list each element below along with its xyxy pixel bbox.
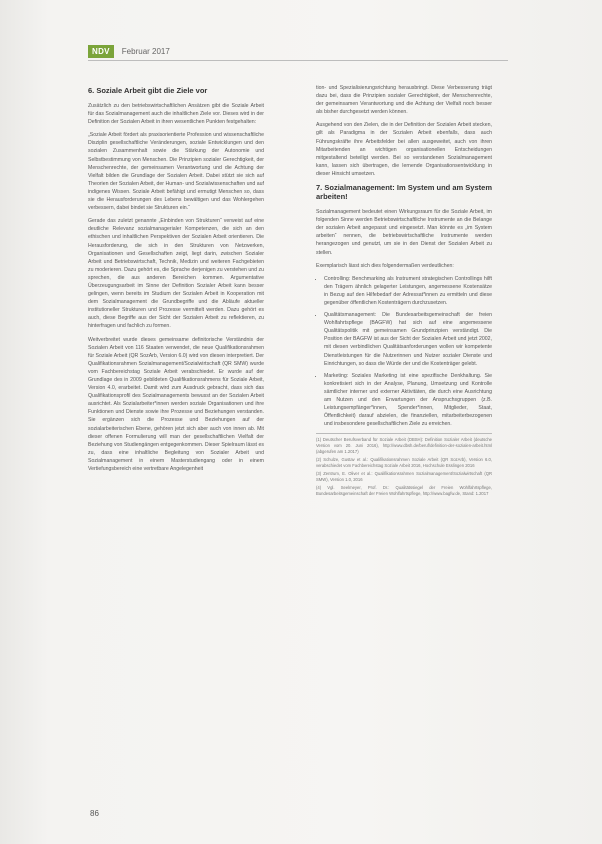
paragraph-examples-intro: Exemplarisch lässt sich dies folgendermaßen verdeutlichen: <box>316 262 454 269</box>
right-column <box>316 84 492 499</box>
section-heading-6: 6. Soziale Arbeit gibt die Ziele vor <box>88 86 208 95</box>
list-item-marketing: • Marketing: Soziales Marketing ist eine spezifische Denkhaltung. Sie konkretisiert sich in der Analyse, Planung, Umsetzung und Kontrolle sämtlicher interner und externer Aktivitäten, die durch eine Ausrichtung am Nutzen und den Erwartungen der Anspruchsgruppen (z.B. Leistungsempfänger*innen, Spender*innen, Mitglieder, Staat, Öffentlichkeit) darauf abzielen, die finanziellen, mitarbeiterbezogenen und insbesondere gesellschaftlichen Ziele zu erreichen. <box>324 372 492 429</box>
left-column <box>88 86 264 478</box>
paragraph-qualification-framework: Weitverbreitet wurde dieses gemeinsame definitorische Verständnis der Sozialen Arbeit von 116 Staaten verwendet, die neue Qualifikationsrahmen für Soziale Arbeit (QR SozArb, Version 6.0) wird von diesen interpretiert. Der Qualifikationsrahmen Sozialmanagement/Sozialwirtschaft (QR SMW) wurde vom Fachbereichstag Soziale Arbeit verabschiedet. Er wurde auf der Grundlage des in 2009 gebildeten Qualifikationsrahmens für Soziale Arbeit, Version 4.0, erarbeitet. Damit wird zum Ausdruck gebracht, dass sich das Qualifikationsprofil des Sozialmanagements bewusst an der Sozialen Arbeit ausrichtet. Als Sozialarbeiter*innen werden soziale Organisationen und ihre Funktionen und Dienste sowie ihre Prozesse und Beziehungen verstanden. Sie ergänzen sich die Prozesse und Beziehungen auf der sozialarbeiterischen Ebene, gehören jetzt sich aber auch von innen ab. Mit dieser offenen Formulierung will man der gesellschaftlichen Vielfalt der Beziehung von Studiengängen entgegenkommen. Dieser Spielraum lässt es zu, dass eine inhaltliche Begleitung von Sozialer Arbeit und Sozialmanagement in einem Masterstudiengang oder in einem Vertiefungsbereich eine vertretbare Angelegenheit <box>88 336 264 473</box>
footnotes <box>316 433 492 497</box>
list-item-controlling: • Controlling: Benchmarking als Instrument strategischen Controllings hilft den Trägern ähnlich gelagerter Leistungen, angemessene Kostensätze in Bezug auf den Hilfebedarf der Adressat*innen zu ermitteln und diese gegenüber öffentlichen Kostenträgern durchzusetzen. <box>324 275 492 307</box>
footnote: (4) Vgl. Seelmeyer, Prof. Dr.: Qualitätssiegel der Freien Wohlfahrtspflege, Bundesarbeitsgemeinschaft der Freien Wohlfahrtspflege, http://www.bagfw.de, Stand: 1.2017 <box>316 485 492 497</box>
paragraph-system: Sozialmanagement bedeutet einen Wirkungsraum für die Soziale Arbeit, im folgenden Sinne werden Betriebswirtschaftliche Instrumente an die Belange der sozialen Arbeit angepasst und eingesetzt. Man könnte es „im System arbeiten“ nennen, die betriebswirtschaftliche Instrumente werden herangezogen und genutzt, um sie in den Dienst der Sozialen Arbeit zu stellen. <box>316 209 492 256</box>
paragraph-definition-quote: „Soziale Arbeit fördert als praxisorientierte Profession und wissenschaftliche Disziplin gesellschaftliche Veränderungen, soziale Entwicklungen und den sozialen Zusammenhalt sowie die Stärkung der Autonomie und Selbstbestimmung von Menschen. Die Prinzipien sozialer Gerechtigkeit, der Menschenrechte, der gemeinsamen Verantwortung und die Achtung der Vielfalt bilden die Grundlage der Sozialen Arbeit. Dabei stützt sie sich auf Theorien der Sozialen Arbeit, der Human- und Sozialwissenschaften und auf indigenes Wissen. Soziale Arbeit befähigt und ermutigt Menschen so, dass sie die Herausforderungen des Lebens bewältigen und das Wohlergehen verbessern, dabei bindet sie Strukturen ein.“ <box>88 132 264 212</box>
header-divider <box>88 60 508 61</box>
page-header <box>88 44 508 58</box>
footnote: (1) Deutscher Berufsverband für Soziale Arbeit (DBSH): Definition Sozialer Arbeit (deutsche Version vom 20. Juni 2016), http://www.dbsh.de/beruf/definition-der-sozialen-arbeit.html (abgerufen am 1.2017) <box>316 437 492 455</box>
paragraph-structures: Gerade das zuletzt genannte „Einbinden von Strukturen“ verweist auf eine deutliche Relevanz sozialmanagerialer Kompetenzen, die sich an den ethischen und inhaltlichen Perspektiven der Sozialen Arbeit orientieren. Die Herausforderung, die sich in den Strukturen von Netzwerken, Organisationen und Gesellschaften zeigt, liegt darin, zwischen Sozialer Arbeit und Betriebswirtschaft, Technik, Medizin und weiteren Fachgebieten zu moderieren. Dazu gehört es, die Sprache derjenigen zu verstehen und zu sprechen, die aus anderen Bereichen kommen. Argumentative Überzeugungsarbeit im Sinne der Definition Sozialer Arbeit kann besser gelingen, wenn bereits im Studium der Sozialen Arbeit in Kooperation mit dem Sozialmanagement die Grundbegriffe und die Abläufe aktueller institutioneller Strukturen und Prozesse vermittelt werden. Dazu gehört es auch, diese Begriffe aus der Sicht der Sozialen Arbeit zu reflektieren, zu hinterfragen und fachlich zu formen. <box>88 218 264 330</box>
footnote: (2) Schulze, Gustav et al.: Qualifikationsrahmen Soziale Arbeit (QR SozArb), Version 6.0, verabschiedet vom Fachbereichstag Soziale Arbeit 2016, Hochschule Esslingen 2016 <box>316 457 492 469</box>
list-item-quality: • Qualitätsmanagement: Die Bundesarbeitsgemeinschaft der freien Wohlfahrtspflege (BAGFW) hat sich auf eine angemessene Qualitätspolitik mit gemeinsamen Grundprinzipien verständigt. Die Position der BAGFW ist aus der Sicht der Sozialen Arbeit und jetzt 2002, mit diesen verbindlichen Qualitätsanforderungen wollen wir kompetente Dienstleistungen für die Nutzerinnen und Nutzer sozialer Dienste und Einrichtungen, so dass die Würde der und die Kostenträger gelebt. <box>324 311 492 368</box>
paragraph-leadership: Ausgehend von den Zielen, die in der Definition der Sozialen Arbeit stecken, gilt als Paradigma in der Sozialen Arbeit ebenfalls, dass auch Führungskräfte ihre Arbeitsfelder bei allen ausgeweitet, auch von ihren Mitarbeitenden an wichtigen organisationellen Entscheidungen mitgestaltend beteiligt werden. Bei so verstandenen Sozialmanagement kann, lassen sich übertragen, die lernende Organisationsentwicklung in dieser Hinsicht umsetzen. <box>316 122 492 177</box>
footnote: (3) Zentrum, E. Oliver et al.: Qualifikationsrahmen Sozialmanagement/Sozialwirtschaft (QR SMW), Version 1.0, 2016 <box>316 471 492 483</box>
paragraph-intro: Zusätzlich zu den betriebswirtschaftlichen Ansätzen gibt die Soziale Arbeit für das Sozialmanagement auch die inhaltlichen Ziele vor. Dieses wird in der Definition der Sozialen Arbeit in ihren wesentlichen Punkten festgehalten: <box>88 103 264 126</box>
paragraph-continuation: tion- und Spezialisierungsrichtung herausbringt. Diese Verbesserung trägt dazu bei, dass die Prinzipien sozialer Gerechtigkeit, der Menschenrechte, der gemeinsamen Verantwortung und die Achtung der Vielfalt noch besser als bisher durchgesetzt werden können. <box>316 85 492 116</box>
page-number: 86 <box>90 809 99 818</box>
issue-date: Februar 2017 <box>121 46 170 56</box>
examples-list <box>316 275 492 429</box>
section-heading-7: 7. Sozialmanagement: Im System und am System arbeiten! <box>316 183 492 202</box>
journal-badge: NDV <box>88 45 114 58</box>
